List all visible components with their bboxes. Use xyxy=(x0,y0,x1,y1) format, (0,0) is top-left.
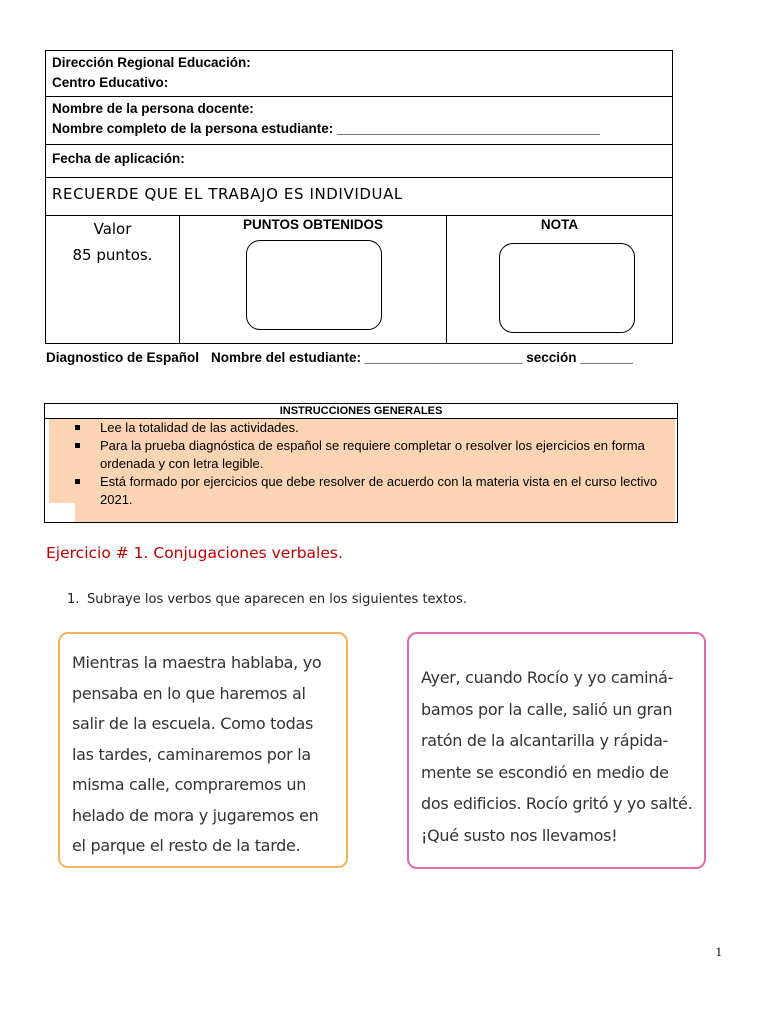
diagnostic-section: sección _______ xyxy=(526,350,633,365)
page-number: 1 xyxy=(715,944,722,959)
nota-box[interactable] xyxy=(499,243,635,333)
text-line: dos edificios. Rocío gritó y yo salté. xyxy=(421,794,693,813)
text-line: bamos por la calle, salió un gran xyxy=(421,699,673,719)
puntos-cell xyxy=(180,216,447,343)
puntos-obtenidos-box[interactable] xyxy=(246,240,382,330)
nota-cell xyxy=(447,216,672,343)
instruction-item: Está formado por ejercicios que debe resolver de acuerdo con la materia vista en el curso lectivo 2021. xyxy=(73,473,669,509)
instructions-title: INSTRUCCIONES GENERALES xyxy=(45,404,677,419)
text-line: ¡Qué susto nos llevamos! xyxy=(421,825,618,845)
text-line: Ayer, cuando Rocío y yo caminá- xyxy=(421,668,674,687)
diagnostic-subject: Diagnostico de Español xyxy=(46,350,200,365)
header-table xyxy=(45,50,673,344)
diagnostic-student: Nombre del estudiante: _____________________ xyxy=(211,350,523,365)
instructions-body xyxy=(49,419,675,522)
text-line: el parque el resto de la tarde. xyxy=(72,836,301,855)
instruction-item: Lee la totalidad de las actividades. xyxy=(73,419,669,437)
valor-points: 85 puntos. xyxy=(72,246,153,264)
header-row-names xyxy=(46,97,672,145)
docente-label: Nombre de la persona docente: xyxy=(52,101,254,116)
valor-label: Valor xyxy=(93,220,132,238)
exercise-item-number: 1. xyxy=(67,592,80,607)
puntos-obtenidos-label: PUNTOS OBTENIDOS xyxy=(242,217,384,232)
instructions-box xyxy=(44,403,678,523)
header-row-date xyxy=(46,145,672,178)
reminder-text: RECUERDE QUE EL TRABAJO ES INDIVIDUAL xyxy=(52,185,403,203)
text-box-pink xyxy=(407,632,706,869)
direccion-label: Dirección Regional Educación: xyxy=(52,55,251,70)
text-box-orange xyxy=(58,632,348,868)
text-line: ratón de la alcantarilla y rápida- xyxy=(421,731,669,750)
text-line: las tardes, caminaremos por la xyxy=(72,744,311,764)
diagnostic-line xyxy=(46,350,633,365)
instructions-list xyxy=(73,419,669,509)
text-line: Mientras la maestra hablaba, yo xyxy=(72,653,322,672)
centro-label: Centro Educativo: xyxy=(52,75,169,90)
exercise-item xyxy=(67,592,467,607)
text-line: helado de mora y jugaremos en xyxy=(72,805,319,825)
exercise-title: Ejercicio # 1. Conjugaciones verbales. xyxy=(46,544,343,562)
valor-cell xyxy=(46,216,180,343)
estudiante-label: Nombre completo de la persona estudiante: ___________________________________ xyxy=(52,121,600,136)
instruction-item: Para la prueba diagnóstica de español se requiere completar o resolver los ejercicios en forma ordenada y con letra legible. xyxy=(73,437,669,473)
exercise-item-text: Subraye los verbos que aparecen en los siguientes textos. xyxy=(87,592,467,607)
text-line: salir de la escuela. Como todas xyxy=(72,714,313,733)
text-line: mente se escondió en medio de xyxy=(421,762,669,782)
nota-label: NOTA xyxy=(540,217,579,232)
fecha-label: Fecha de aplicación: xyxy=(52,151,185,166)
instructions-white-gap xyxy=(49,503,75,522)
header-row-region xyxy=(46,51,672,97)
header-row-reminder xyxy=(46,178,672,216)
header-row-scores xyxy=(46,216,672,343)
text-line: pensaba en lo que haremos al xyxy=(72,683,306,703)
text-line: misma calle, compraremos un xyxy=(72,775,307,794)
